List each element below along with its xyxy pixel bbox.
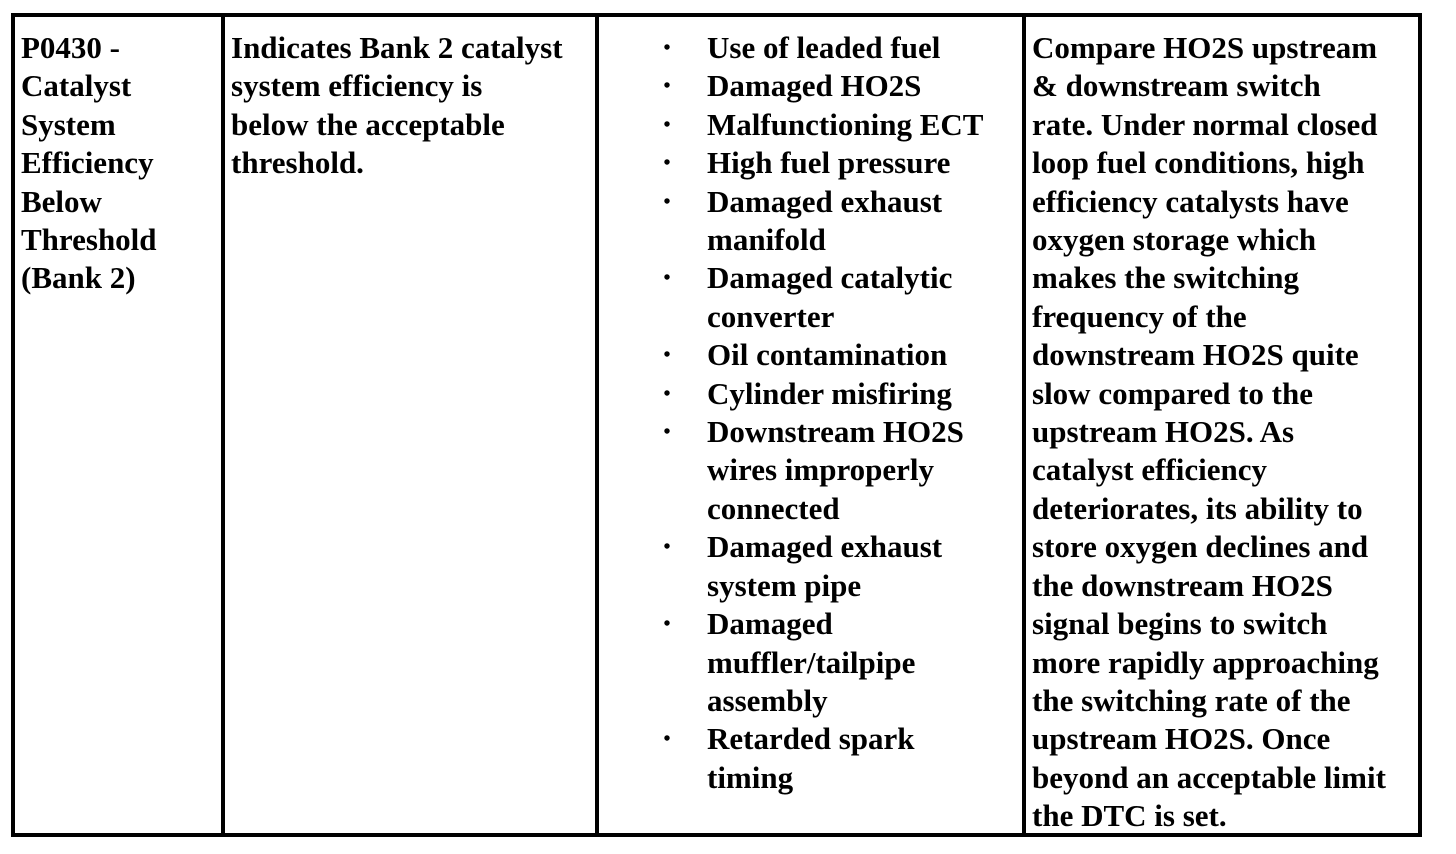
bullet-icon: • (663, 421, 671, 444)
cause-text-line: Oil contamination (707, 337, 948, 373)
notes-line: slow compared to the (1032, 375, 1313, 411)
cause-text-line: Malfunctioning ECT (707, 106, 984, 142)
cause-list-item (599, 183, 1022, 260)
cause-text-line: converter (707, 298, 835, 334)
cause-list-item (599, 375, 1022, 413)
cause-text-line: Damaged exhaust (707, 529, 943, 565)
notes-line: upstream HO2S. As (1032, 414, 1295, 450)
bullet-icon: • (663, 344, 671, 367)
dtc-code-cell (15, 17, 225, 833)
dtc-description-cell (225, 17, 599, 833)
diagnostic-notes-cell (1026, 17, 1418, 833)
cause-text-line: High fuel pressure (707, 145, 951, 181)
dtc-table-row (11, 13, 1422, 837)
notes-line: beyond an acceptable limit (1032, 759, 1386, 795)
bullet-icon: • (663, 536, 671, 559)
cause-list-item (599, 106, 1022, 144)
cause-text-line: Retarded spark (707, 721, 915, 757)
dtc-code-line: P0430 - (21, 30, 121, 65)
notes-line: Compare HO2S upstream (1032, 30, 1378, 65)
cause-list-item (599, 144, 1022, 182)
cause-list-item (599, 528, 1022, 605)
description-line: threshold. (231, 145, 364, 181)
cause-text-line: connected (707, 490, 840, 526)
notes-line: the switching rate of the (1032, 682, 1351, 718)
cause-text-line: Cylinder misfiring (707, 375, 952, 411)
bullet-icon: • (663, 613, 671, 636)
notes-line: store oxygen declines and (1032, 529, 1369, 565)
dtc-code-line: Catalyst (21, 68, 132, 104)
notes-line: loop fuel conditions, high (1032, 145, 1365, 181)
bullet-icon: • (663, 152, 671, 175)
notes-line: the downstream HO2S (1032, 567, 1333, 603)
cause-text-line: manifold (707, 222, 826, 258)
notes-line: the DTC is set. (1032, 798, 1227, 833)
cause-text-line: muffler/tailpipe (707, 644, 916, 680)
notes-line: & downstream switch (1032, 68, 1321, 104)
possible-causes-cell (599, 17, 1026, 833)
notes-line: rate. Under normal closed (1032, 106, 1378, 142)
notes-line: signal begins to switch (1032, 606, 1328, 642)
bullet-icon: • (663, 37, 671, 59)
description-line: Indicates Bank 2 catalyst (231, 30, 563, 65)
cause-list-item (599, 259, 1022, 336)
dtc-code-line: Efficiency (21, 145, 154, 181)
cause-text-line: wires improperly (707, 452, 935, 488)
cause-text-line: assembly (707, 682, 828, 718)
cause-list-item (599, 29, 1022, 67)
description-line: system efficiency is (231, 68, 483, 104)
notes-line: downstream HO2S quite (1032, 337, 1359, 373)
notes-line: catalyst efficiency (1032, 452, 1267, 488)
cause-text-line: Damaged (707, 606, 833, 642)
cause-list-item (599, 720, 1022, 797)
bullet-icon: • (663, 728, 671, 751)
cause-text-line: Damaged HO2S (707, 68, 922, 104)
cause-list-item (599, 67, 1022, 105)
notes-line: deteriorates, its ability to (1032, 490, 1363, 526)
bullet-icon: • (663, 75, 671, 98)
cause-text-line: Downstream HO2S (707, 414, 964, 450)
notes-line: oxygen storage which (1032, 222, 1317, 258)
cause-text-line: Damaged catalytic (707, 260, 953, 296)
notes-line: efficiency catalysts have (1032, 183, 1349, 219)
cause-list-item (599, 336, 1022, 374)
dtc-code-line: (Bank 2) (21, 260, 136, 296)
notes-line: frequency of the (1032, 298, 1247, 334)
description-line: below the acceptable (231, 106, 505, 142)
possible-causes-list (599, 29, 1022, 797)
notes-line: makes the switching (1032, 260, 1299, 296)
dtc-code-line: Threshold (21, 222, 157, 258)
bullet-icon: • (663, 113, 671, 136)
bullet-icon: • (663, 267, 671, 290)
bullet-icon: • (663, 382, 671, 405)
notes-line: more rapidly approaching (1032, 644, 1379, 680)
cause-text-line: timing (707, 759, 794, 795)
cause-list-item (599, 605, 1022, 720)
bullet-icon: • (663, 190, 671, 213)
notes-line: upstream HO2S. Once (1032, 721, 1331, 757)
dtc-code-line: System (21, 106, 116, 142)
cause-text-line: Use of leaded fuel (707, 30, 941, 65)
cause-list-item (599, 413, 1022, 528)
cause-text-line: system pipe (707, 567, 862, 603)
cause-text-line: Damaged exhaust (707, 183, 943, 219)
dtc-code-line: Below (21, 183, 102, 219)
